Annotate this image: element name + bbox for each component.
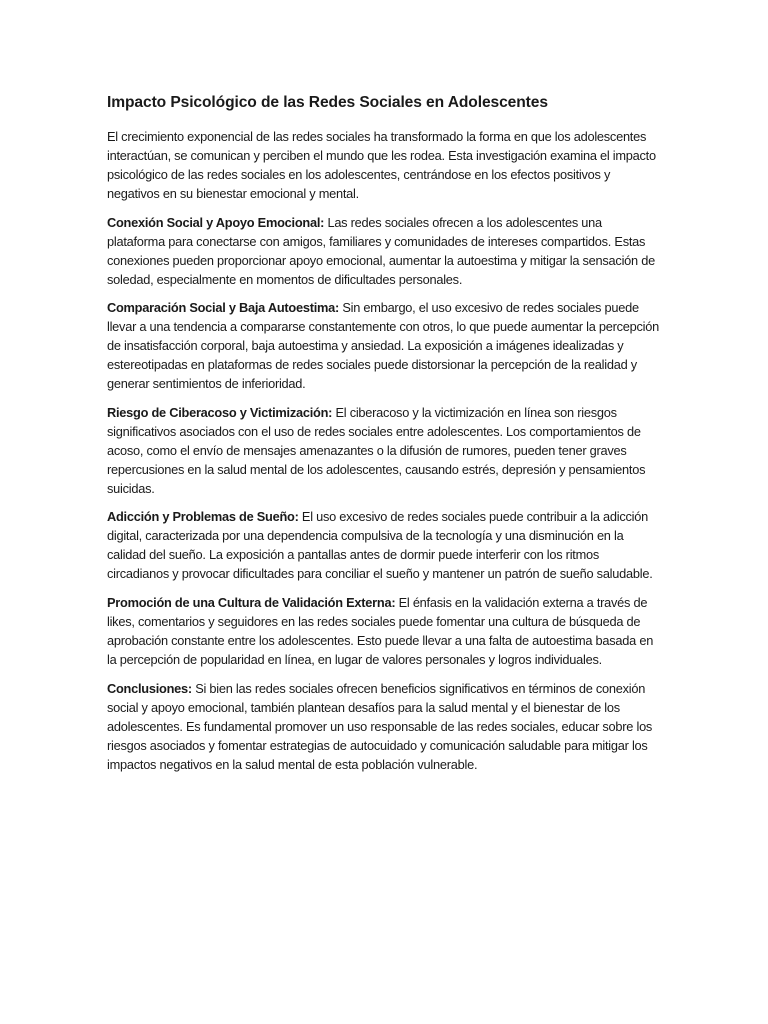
- section-addiction-sleep: [107, 507, 662, 583]
- section-text: El énfasis en la validación externa a través de likes, comentarios y seguidores en las redes sociales puede fomentar una cultura de búsqueda de aprobación constante entre los adolescentes. Esto puede llevar a una falta de autoestima basada en la percepción de popularidad en línea, en lugar de valores personales y logros individuales.: [107, 594, 654, 667]
- section-text: Las redes sociales ofrecen a los adolescentes una plataforma para conectarse con amigos, familiares y comunidades de intereses compartidos. Estas conexiones pueden proporcionar apoyo emocional, aumentar la autoestima y mitigar la sensación de soledad, especialmente en momentos de dificultades personales.: [107, 214, 655, 287]
- section-heading: Adicción y Problemas de Sueño:: [107, 509, 299, 525]
- section-text: El ciberacoso y la victimización en línea son riesgos significativos asociados con el uso de redes sociales entre adolescentes. Los comportamientos de acoso, como el envío de mensajes amenazantes o la difusión de rumores, pueden tener graves repercusiones en la salud mental de los adolescentes, causando estrés, depresión y pensamientos suicidas.: [107, 404, 646, 496]
- section-conclusions: [107, 679, 662, 774]
- section-text: Si bien las redes sociales ofrecen beneficios significativos en términos de conexión social y apoyo emocional, también plantean desafíos para la salud mental y el bienestar de los adolescentes. Es fundamental promover un uso responsable de las redes sociales, educar sobre los riesgos asociados y fomentar estrategias de autocuidado y comunicación saludable para mitigar los impactos negativos en la salud mental de esta población vulnerable.: [107, 680, 653, 772]
- section-heading: Conexión Social y Apoyo Emocional:: [107, 214, 325, 230]
- document-title: Impacto Psicológico de las Redes Sociales en Adolescentes: [107, 94, 548, 111]
- section-social-connection: [107, 213, 662, 289]
- section-text: Sin embargo, el uso excesivo de redes sociales puede llevar a una tendencia a compararse constantemente con otros, lo que puede aumentar la percepción de insatisfacción corporal, baja autoestima y ansiedad. La exposición a imágenes idealizadas y estereotipadas en plataformas de redes sociales puede distorsionar la percepción de la realidad y generar sentimientos de inferioridad.: [107, 300, 659, 392]
- section-heading: Promoción de una Cultura de Validación Externa:: [107, 594, 396, 610]
- section-heading: Conclusiones:: [107, 680, 192, 696]
- section-heading: Riesgo de Ciberacoso y Victimización:: [107, 404, 333, 420]
- intro-paragraph: El crecimiento exponencial de las redes sociales ha transformado la forma en que los adolescentes interactúan, se comunican y perciben el mundo que les rodea. Esta investigación examina el impacto psicológico de las redes sociales en los adolescentes, centrándose en los efectos positivos y negativos en su bienestar emocional y mental.: [107, 129, 656, 201]
- section-external-validation: [107, 593, 662, 669]
- section-text: El uso excesivo de redes sociales puede contribuir a la adicción digital, caracterizada por una dependencia compulsiva de la tecnología y una disminución en la calidad del sueño. La exposición a pantallas antes de dormir puede interferir con los ritmos circadianos y provocar dificultades para conciliar el sueño y mantener un patrón de sueño saludable.: [107, 509, 653, 582]
- section-heading: Comparación Social y Baja Autoestima:: [107, 300, 340, 316]
- section-social-comparison: [107, 298, 662, 393]
- document-body: [107, 92, 662, 783]
- section-cyberbullying: [107, 403, 662, 498]
